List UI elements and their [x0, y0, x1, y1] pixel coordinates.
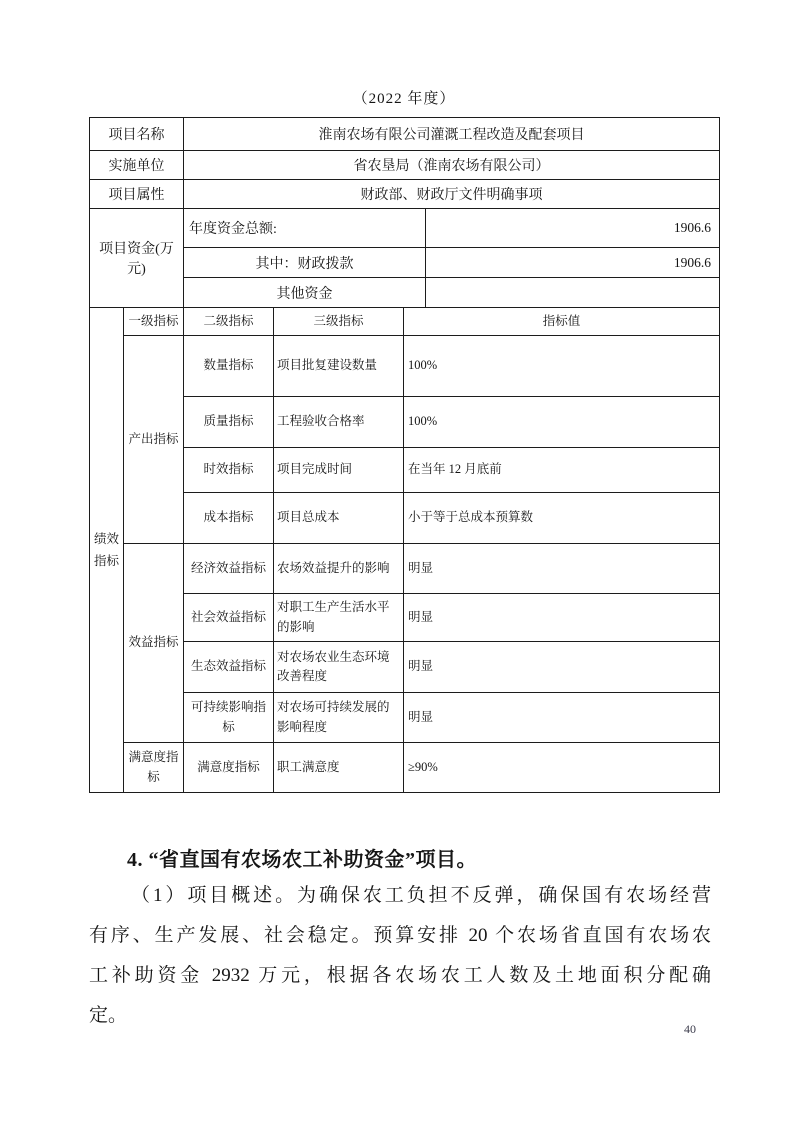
table-row: [90, 693, 720, 743]
fiscal-appropriation-value: 1906.6: [426, 248, 720, 278]
table-row: [90, 180, 720, 209]
other-funds-label: 其他资金: [184, 278, 426, 308]
header-level1: 一级指标: [124, 308, 184, 336]
indicator-value: ≥90%: [404, 743, 720, 793]
annual-funding-total-value: 1906.6: [426, 209, 720, 248]
table-row: [90, 594, 720, 642]
table-row: [90, 493, 720, 544]
indicator-level2: 生态效益指标: [184, 642, 274, 693]
table-row: [90, 336, 720, 397]
header-level2: 二级指标: [184, 308, 274, 336]
indicator-level3: 工程验收合格率: [274, 397, 404, 448]
project-info-table: [89, 117, 720, 209]
indicator-level2: 满意度指标: [184, 743, 274, 793]
indicator-header-row: [90, 308, 720, 336]
table-row: [90, 448, 720, 493]
performance-indicator-side-label: 绩效指标: [90, 308, 124, 793]
indicator-level2: 质量指标: [184, 397, 274, 448]
table-row: [90, 642, 720, 693]
output-indicator-group-label: 产出指标: [124, 336, 184, 544]
project-name-value: 淮南农场有限公司灌溉工程改造及配套项目: [184, 118, 720, 151]
project-attribute-value: 财政部、财政厅文件明确事项: [184, 180, 720, 209]
paragraph-line: 工补助资金 2932 万元，根据各农场农工人数及土地面积分配确: [89, 965, 711, 986]
indicator-level2: 可持续影响指标: [184, 693, 274, 743]
indicator-value: 明显: [404, 544, 720, 594]
indicator-level3: 职工满意度: [274, 743, 404, 793]
implementing-unit-label: 实施单位: [90, 151, 184, 180]
indicator-level3: 对农场可持续发展的影响程度: [274, 693, 404, 743]
header-value: 指标值: [404, 308, 720, 336]
table-row: [90, 278, 720, 308]
page-number: 40: [684, 1022, 696, 1036]
indicator-level3: 项目批复建设数量: [274, 336, 404, 397]
table-row: [90, 248, 720, 278]
indicator-level3: 对职工生产生活水平的影响: [274, 594, 404, 642]
project-name-label: 项目名称: [90, 118, 184, 151]
indicator-value: 在当年 12 月底前: [404, 448, 720, 493]
table-row: [90, 151, 720, 180]
indicator-level3: 项目总成本: [274, 493, 404, 544]
satisfaction-indicator-group-label: 满意度指标: [124, 743, 184, 793]
indicator-value: 100%: [404, 336, 720, 397]
indicator-level2: 成本指标: [184, 493, 274, 544]
paragraph-line: 有序、生产发展、社会稳定。预算安排 20 个农场省直国有农场农: [89, 925, 711, 946]
table-row: [90, 118, 720, 151]
benefit-indicator-group-label: 效益指标: [124, 544, 184, 743]
document-year-title: （2022 年度）: [352, 91, 456, 107]
indicator-level3: 对农场农业生态环境改善程度: [274, 642, 404, 693]
project-attribute-label: 项目属性: [90, 180, 184, 209]
paragraph-line: 定。: [89, 1005, 128, 1026]
indicator-value: 明显: [404, 693, 720, 743]
tables-wrapper: [89, 117, 721, 793]
other-funds-value: [426, 278, 720, 308]
indicator-level2: 数量指标: [184, 336, 274, 397]
indicator-level2: 社会效益指标: [184, 594, 274, 642]
table-row: [90, 397, 720, 448]
header-level3: 三级指标: [274, 308, 404, 336]
indicator-level2: 时效指标: [184, 448, 274, 493]
implementing-unit-value: 省农垦局（淮南农场有限公司）: [184, 151, 720, 180]
project-funding-table: [89, 208, 720, 308]
indicator-value: 明显: [404, 642, 720, 693]
paragraph-line: （1）项目概述。为确保农工负担不反弹，确保国有农场经营: [131, 885, 711, 906]
annual-funding-total-label: 年度资金总额:: [184, 209, 426, 248]
indicator-value: 100%: [404, 397, 720, 448]
funding-label: 项目资金(万元): [90, 209, 184, 308]
indicator-level3: 项目完成时间: [274, 448, 404, 493]
indicator-value: 小于等于总成本预算数: [404, 493, 720, 544]
table-row: [90, 743, 720, 793]
indicator-level3: 农场效益提升的影响: [274, 544, 404, 594]
performance-indicator-table: [89, 307, 720, 793]
fiscal-appropriation-label: 其中：财政拨款: [184, 248, 426, 278]
table-row: [90, 209, 720, 248]
indicator-level2: 经济效益指标: [184, 544, 274, 594]
table-row: [90, 544, 720, 594]
indicator-value: 明显: [404, 594, 720, 642]
section-heading: 4. “省直国有农场农工补助资金”项目。: [127, 849, 477, 871]
section-paragraph: [89, 876, 711, 1036]
